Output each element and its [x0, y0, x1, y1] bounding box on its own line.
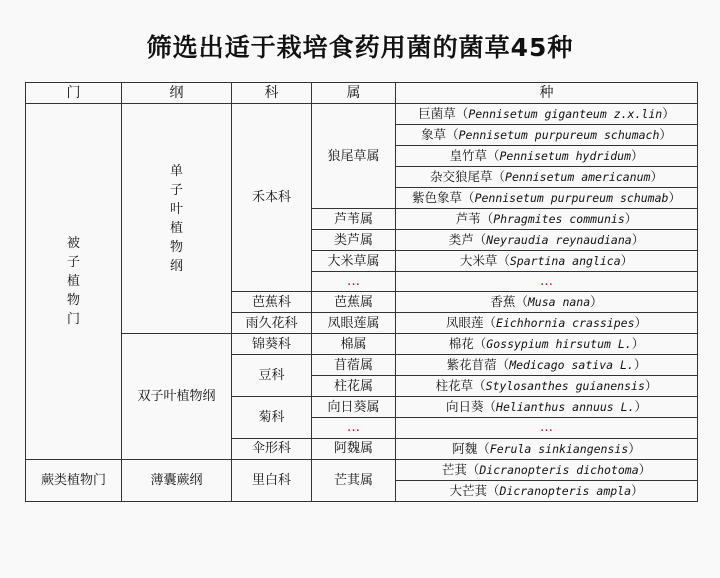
class-monocot: 单 子 叶 植 物 纲 [122, 104, 232, 334]
header-row [26, 83, 698, 104]
species-cell: 芒萁（Dicranopteris dichotoma） [396, 459, 698, 480]
header-family: 科 [232, 83, 312, 104]
genus-phragmites: 芦苇属 [312, 209, 396, 230]
genus-neyraudia: 类芦属 [312, 230, 396, 251]
genus-dicranopteris: 芒萁属 [312, 459, 396, 501]
genus-ellipsis: … [312, 272, 396, 292]
species-cell: 阿魏（Ferula sinkiangensis） [396, 438, 698, 459]
species-cell: 紫花苜蓿（Medicago sativa L.） [396, 355, 698, 376]
genus-spartina: 大米草属 [312, 251, 396, 272]
table-row [26, 104, 698, 125]
species-cell: 棉花（Gossypium hirsutum L.） [396, 334, 698, 355]
genus-medicago: 苜蓿属 [312, 355, 396, 376]
species-cell: 向日葵（Helianthus annuus L.） [396, 397, 698, 418]
genus-ferula: 阿魏属 [312, 438, 396, 459]
species-ellipsis: … [396, 418, 698, 438]
header-species: 种 [396, 83, 698, 104]
phylum-angiosperm: 被 子 植 物 门 [26, 104, 122, 460]
page-title: 筛选出适于栽培食药用菌的菌草45种 [146, 33, 574, 62]
family-gleicheniaceae: 里白科 [232, 459, 312, 501]
genus-ellipsis: … [312, 418, 396, 438]
genus-musa: 芭蕉属 [312, 292, 396, 313]
table-row [26, 334, 698, 355]
species-cell: 大米草（Spartina anglica） [396, 251, 698, 272]
plant-table [25, 82, 698, 502]
species-cell: 芦苇（Phragmites communis） [396, 209, 698, 230]
genus-gossypium: 棉属 [312, 334, 396, 355]
header-phylum: 门 [26, 83, 122, 104]
species-cell: 杂交狼尾草（Pennisetum americanum） [396, 167, 698, 188]
phylum-fern: 蕨类植物门 [26, 459, 122, 501]
family-asteraceae: 菊科 [232, 397, 312, 438]
family-apiaceae: 伞形科 [232, 438, 312, 459]
family-fabaceae: 豆科 [232, 355, 312, 397]
genus-helianthus: 向日葵属 [312, 397, 396, 418]
table-row [26, 459, 698, 480]
class-fern: 薄囊蕨纲 [122, 459, 232, 501]
species-cell: 皇竹草（Pennisetum hydridum） [396, 146, 698, 167]
family-malvaceae: 锦葵科 [232, 334, 312, 355]
species-cell: 紫色象草（Pennisetum purpureum schumab） [396, 188, 698, 209]
species-cell: 巨菌草（Pennisetum giganteum z.x.lin） [396, 104, 698, 125]
species-cell: 凤眼莲（Eichhornia crassipes） [396, 313, 698, 334]
family-poaceae: 禾本科 [232, 104, 312, 292]
species-cell: 香蕉（Musa nana） [396, 292, 698, 313]
family-musaceae: 芭蕉科 [232, 292, 312, 313]
genus-pennisetum: 狼尾草属 [312, 104, 396, 209]
species-cell: 柱花草（Stylosanthes guianensis） [396, 376, 698, 397]
header-genus: 属 [312, 83, 396, 104]
family-pontederiaceae: 雨久花科 [232, 313, 312, 334]
genus-eichhornia: 凤眼莲属 [312, 313, 396, 334]
class-dicot: 双子叶植物纲 [122, 334, 232, 459]
species-cell: 象草（Pennisetum purpureum schumach） [396, 125, 698, 146]
genus-stylosanthes: 柱花属 [312, 376, 396, 397]
species-cell: 类芦（Neyraudia reynaudiana） [396, 230, 698, 251]
species-ellipsis: … [396, 272, 698, 292]
header-class: 纲 [122, 83, 232, 104]
species-cell: 大芒萁（Dicranopteris ampla） [396, 480, 698, 501]
